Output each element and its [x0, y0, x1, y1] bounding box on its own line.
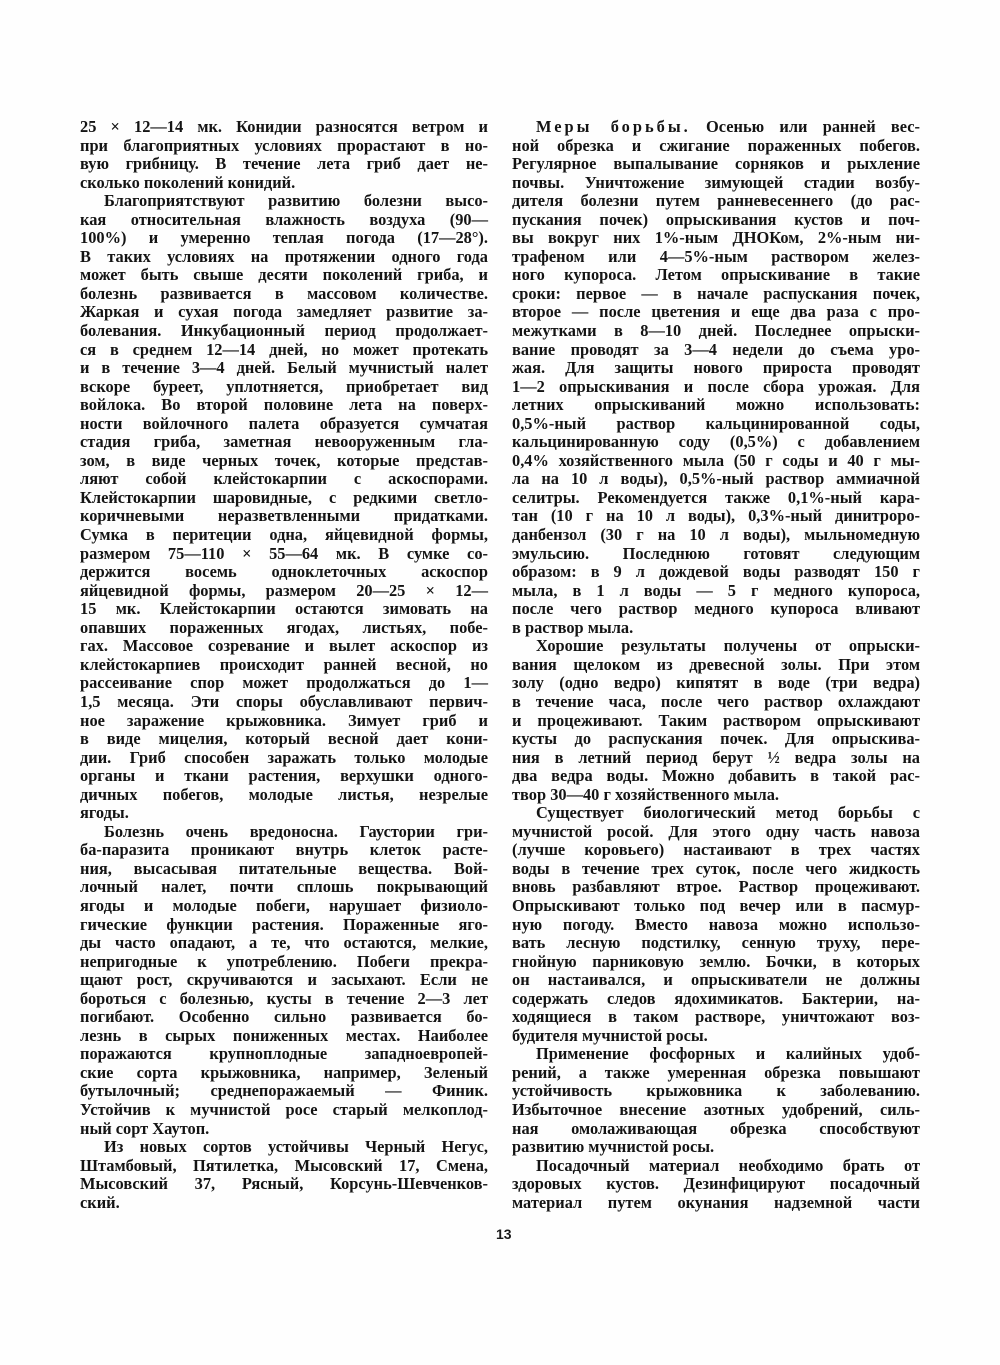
text-line: два ведра воды. Можно добавить в такой рас- [512, 766, 920, 786]
text-line: материал путем окунания надземной части [512, 1192, 920, 1212]
text-line: В таких условиях на протяжении одного года [80, 246, 488, 266]
text-line: ния в летний период берут ½ ведра золы на [512, 747, 920, 767]
text-line: гах. Массовое созревание и вылет аскоспор из [80, 636, 488, 656]
text-line: 15 мк. Клейстокарпии остаются зимовать на [80, 599, 488, 619]
text-line: Посадочный материал необходимо брать от [536, 1155, 920, 1175]
text-line: Клейстокарпии шаровидные, с редкими светло- [80, 487, 488, 507]
text-line: вать лесную подстилку, сенную труху, пере- [512, 933, 920, 953]
text-line: ности войлочного палета образуется сумчатая [80, 413, 488, 433]
text-line: мучнистой росой. Для этого одну часть навоза [512, 821, 920, 841]
text-line: устойчивость крыжовника к заболеванию. [512, 1081, 920, 1101]
text-line: твор 30—40 г хозяйственного мыла. [512, 784, 779, 804]
text-line: гические функции растения. Пораженные яго- [80, 914, 488, 934]
text-line: погибают. Особенно сильно развивается бо- [80, 1007, 488, 1027]
text-line: размером 75—110 × 55—64 мк. В сумке со- [80, 543, 488, 563]
text-line: Избыточное внесение азотных удобрений, силь- [512, 1099, 920, 1119]
text-line: воды в течение трех суток, после чего жидкость [512, 858, 920, 878]
text-line: дии. Гриб способен заражать только молодые [80, 747, 488, 767]
text-line: ба-паразита проникают внутрь клеток расте- [80, 840, 488, 860]
text-line: кусты до распускания почек. Для опрыскива- [512, 729, 920, 749]
section-heading: Меры борьбы. [536, 117, 691, 136]
right-column [512, 118, 920, 1212]
text-line: развитию мучнистой росы. [512, 1137, 715, 1157]
text-line: образом: в 9 л дождевой воды разводят 150 г [512, 562, 920, 582]
text-line: ной обрезка и сжигание пораженных побегов. [512, 135, 920, 155]
text-line: вания щелоком из древесной золы. При этом [512, 654, 920, 674]
text-line: ная омолаживающая обрезка способствуют [512, 1118, 920, 1138]
text-line: болезнь развивается в массовом количестве. [80, 283, 488, 303]
text-line: и процеживают. Таким раствором опрыскивают [512, 710, 920, 730]
text-line: жая. Для защиты нового прироста проводят [512, 358, 920, 378]
heading-continuation: Осенью или ранней вес- [690, 117, 920, 136]
text-line: войлока. Во второй половине лета на поверх- [80, 395, 488, 415]
left-column [80, 118, 488, 1212]
text-line: ляют собой клейстокарпии с аскоспорами. [80, 469, 488, 489]
text-line: пускания почек) опрыскивания кустов и поч- [512, 209, 920, 229]
text-line: ся в среднем 12—14 дней, но может протекать [80, 339, 488, 359]
text-line: Существует биологический метод борьбы с [536, 803, 920, 823]
text-line: Сумка в перитеции одна, яйцевидной формы, [80, 525, 488, 545]
text-line: второе — после цветения и еще два раза с про- [512, 302, 920, 322]
text-line: селитры. Рекомендуется также 0,1%-ный кара- [512, 487, 920, 507]
text-line: Штамбовый, Пятилетка, Мысовский 17, Смена, [80, 1155, 488, 1175]
text-line: в течение часа, после чего раствор охлаждают [512, 691, 920, 711]
text-line: вскоре буреет, уплотняется, приобретает вид [80, 376, 488, 396]
text-line: после чего раствор медного купороса вливают [512, 599, 920, 619]
text-line: и в течение 3—4 дней. Белый мучнистый налет [80, 358, 488, 378]
text-line: органы и ткани растения, верхушки одного- [80, 766, 488, 786]
text-line: Устойчив к мучнистой росе старый мелкоплод- [80, 1099, 488, 1119]
text-line: гнойную парниковую землю. Бочки, в которых [512, 951, 920, 971]
text-line: летних опрыскиваний можно использовать: [512, 395, 920, 415]
text-line: Мысовский 37, Рясный, Корсунь-Шевченков- [80, 1174, 488, 1194]
text-line: 0,5%-ный раствор кальцинированной соды, [512, 413, 920, 433]
text-line: эмульсию. Последнюю готовят следующим [512, 543, 920, 563]
text-line: вновь разбавляют втрое. Раствор процеживают. [512, 877, 920, 897]
text-line: непригодные к употреблению. Побеги прекра- [80, 951, 488, 971]
text-line: почвы. Уничтожение зимующей стадии возбу- [512, 172, 920, 192]
text-line: ские сорта крыжовника, например, Зеленый [80, 1062, 488, 1082]
text-line: вы вокруг них 1%-ным ДНОКом, 2%-ным ни- [512, 228, 920, 248]
text-line: Применение фосфорных и калийных удоб- [536, 1044, 920, 1064]
text-line: трафеном или 4—5%-ным раствором желез- [512, 246, 920, 266]
text-line: здоровых кустов. Дезинфицируют посадочный [512, 1174, 920, 1194]
text-line: ную погоду. Вместо навоза можно использо- [512, 914, 920, 934]
text-line: может быть свыше десяти поколений гриба, и [80, 265, 488, 285]
section-heading-line [512, 118, 920, 137]
text-line: сколько поколений конидий. [80, 172, 296, 192]
text-line: тан (10 г на 10 л воды), 0,3%-ный динитроро- [512, 506, 920, 526]
text-line: ное заражение крыжовника. Зимует гриб и [80, 710, 488, 730]
text-line: золу (одно ведро) кипятят в воде (три ведра) [512, 673, 920, 693]
text-line: ягоды и молодые побеги, нарушает физиоло- [80, 895, 488, 915]
text-line: кальцинированную соду (0,5%) с добавлением [512, 432, 920, 452]
text-line: содержать следов ядохимикатов. Бактерии, на- [512, 988, 920, 1008]
text-line: Из новых сортов устойчивы Черный Негус, [104, 1137, 488, 1157]
text-line: яйцевидной формы, размером 20—25 × 12— [80, 580, 488, 600]
text-line: болевания. Инкубационный период продолжает- [80, 321, 488, 341]
text-line: стадия гриба, заметная невооруженным гла- [80, 432, 488, 452]
text-line: щают рост, скручиваются и засыхают. Если не [80, 970, 488, 990]
text-line: клейстокарпиев происходит ранней весной, но [80, 654, 488, 674]
text-line: лезнь в сырых пониженных местах. Наиболее [80, 1025, 488, 1045]
text-line: поражаются крупноплодные западноевропей- [80, 1044, 488, 1064]
text-line: опавших пораженных ягодах, листьях, побе- [80, 617, 488, 637]
text-line: вую грибницу. В течение лета гриб дает не- [80, 154, 488, 174]
text-line: 0,4% хозяйственного мыла (50 г соды и 40 г мы- [512, 450, 920, 470]
text-line: коричневыми неразветвленными придатками. [80, 506, 488, 526]
text-line: Благоприятствуют развитию болезни высо- [104, 191, 488, 211]
page-number: 13 [496, 1226, 512, 1242]
text-line: сроки: первое — в начале распускания почек, [512, 283, 920, 303]
text-line: 25 × 12—14 мк. Конидии разносятся ветром и [80, 117, 488, 136]
text-line: Жаркая и сухая погода замедляет развитие за- [80, 302, 488, 322]
text-line: при благоприятных условиях прорастают в но- [80, 135, 488, 155]
text-line: ный сорт Хаутоп. [80, 1118, 210, 1138]
text-line: в виде мицелия, который весной дает кони- [80, 729, 488, 749]
text-line: ного купороса. Летом опрыскивание в такие [512, 265, 920, 285]
text-line: Болезнь очень вредоносна. Гаустории гри- [104, 821, 488, 841]
text-line: 1,5 месяца. Эти споры обуславливают первич- [80, 691, 488, 711]
text-line: бороться с болезнью, кусты в течение 2—3 лет [80, 988, 488, 1008]
text-line: в раствор мыла. [512, 617, 634, 637]
text-line: рассеивание спор может продолжаться до 1— [80, 673, 488, 693]
text-line: ния, высасывая питательные вещества. Вой- [80, 858, 488, 878]
text-line: он настаивался, и опрыскиватели не должны [512, 970, 920, 990]
text-line: ягоды. [80, 803, 129, 823]
text-line: кая относительная влажность воздуха (90— [80, 209, 488, 229]
text-line: ды часто опадают, а те, что остаются, мелкие, [80, 933, 488, 953]
text-line: ла на 10 л воды), 0,5%-ный раствор аммиачной [512, 469, 920, 489]
text-line: 100%) и умеренно теплая погода (17—28°). [80, 228, 488, 248]
text-line: Регулярное выпалывание сорняков и рыхление [512, 154, 920, 174]
text-line: будителя мучнистой росы. [512, 1025, 708, 1045]
text-line: бутылочный; среднепоражаемый — Финик. [80, 1081, 488, 1101]
text-line: Опрыскивают только под вечер или в пасмур- [512, 895, 920, 915]
text-line: ходящиеся в таком растворе, уничтожают воз- [512, 1007, 920, 1027]
text-line: межутками в 8—10 дней. Последнее опрыски- [512, 321, 920, 341]
text-line: (лучше коровьего) настаивают в трех частях [512, 840, 920, 860]
text-line: дичных побегов, молодые листья, незрелые [80, 784, 488, 804]
text-line: рений, а также умеренная обрезка повышают [512, 1062, 920, 1082]
text-line: 1—2 опрыскивания и после сбора урожая. Для [512, 376, 920, 396]
text-line: держится восемь одноклеточных аскоспор [80, 562, 488, 582]
text-line: лочный налет, почти сплошь покрывающий [80, 877, 488, 897]
text-line: зом, в виде черных точек, которые представ- [80, 450, 488, 470]
text-line: ский. [80, 1192, 120, 1212]
text-line: данбензол (30 г на 10 л воды), мыльномедную [512, 525, 920, 545]
text-line: дителя болезни путем ранневесеннего (до рас- [512, 191, 920, 211]
text-line: Хорошие результаты получены от опрыски- [536, 636, 920, 656]
text-line: вание проводят за 3—4 недели до съема уро- [512, 339, 920, 359]
text-line: мыла, в 1 л воды — 5 г медного купороса, [512, 580, 920, 600]
